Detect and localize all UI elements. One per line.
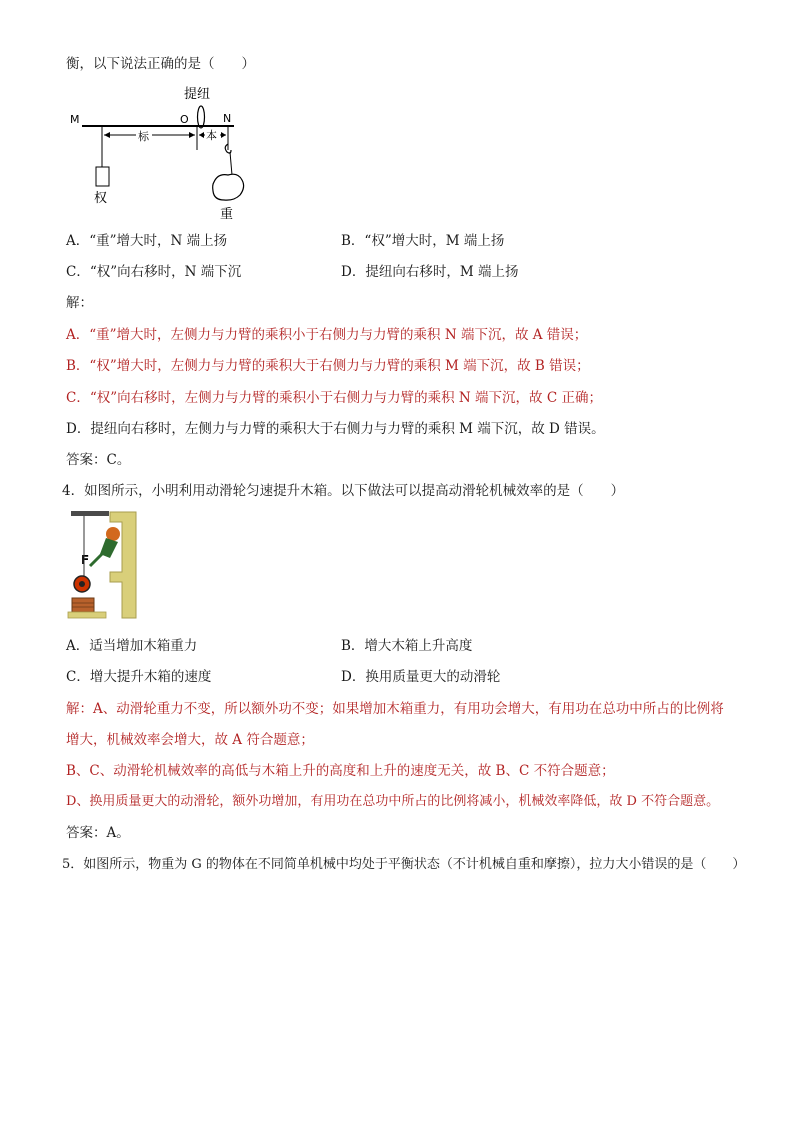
q3-solution-line: A．“重”增大时，左侧力与力臂的乘积小于右侧力与力臂的乘积 N 端下沉，故 A 错误； xyxy=(66,327,588,343)
counterweight xyxy=(96,167,109,186)
label-N: N xyxy=(223,112,232,125)
label-biao: 标 xyxy=(138,130,149,143)
q4-option-d: D．换用质量更大的动滑轮 xyxy=(341,669,501,685)
q4-stem: 4．如图所示，小明利用动滑轮匀速提升木箱。以下做法可以提高动滑轮机械效率的是（ ） xyxy=(62,483,625,499)
q3-option-b: B．“权”增大时，M 端上扬 xyxy=(341,233,505,249)
q4-option-a: A．适当增加木箱重力 xyxy=(66,638,198,654)
label-M: M xyxy=(70,113,80,126)
steelyard-diagram xyxy=(62,82,262,224)
label-O: O xyxy=(180,113,189,126)
q3-solution-line: C．“权”向右移时，左侧力与力臂的乘积小于右侧力与力臂的乘积 N 端下沉，故 C 正确； xyxy=(66,390,602,406)
pulley-diagram xyxy=(66,508,140,620)
q4-option-b: B．增大木箱上升高度 xyxy=(341,638,473,654)
label-tinuu: 提纽 xyxy=(184,87,211,102)
label-quan: 权 xyxy=(94,191,108,206)
q3-option-c: C．“权”向右移时，N 端下沉 xyxy=(66,264,242,280)
q4-solution-line: 增大，机械效率会增大，故 A 符合题意； xyxy=(66,732,314,748)
q3-solution-line: B．“权”增大时，左侧力与力臂的乘积大于右侧力与力臂的乘积 M 端下沉，故 B 错误； xyxy=(66,358,590,374)
ground-slab xyxy=(68,612,106,618)
q5-stem: 5．如图所示，物重为 G 的物体在不同简单机械中均处于平衡状态（不计机械自重和摩擦），拉力大小错误的是（ ） xyxy=(62,857,746,872)
q3-answer: 答案：C。 xyxy=(66,452,131,468)
q4-answer: 答案：A。 xyxy=(66,825,130,841)
q3-option-d: D．提纽向右移时，M 端上扬 xyxy=(341,264,519,280)
wooden-crate xyxy=(72,598,94,612)
load-object xyxy=(213,174,244,200)
label-ben: 本 xyxy=(206,129,217,142)
q4-solution-line: D、换用质量更大的动滑轮，额外功增加，有用功在总功中所占的比例将减小，机械效率降低，故 D 不符合题意。 xyxy=(66,794,720,809)
q3-option-a: A．“重”增大时，N 端上扬 xyxy=(66,233,228,249)
label-F: F xyxy=(81,553,90,567)
q3-stem-tail: 衡，以下说法正确的是（ ） xyxy=(66,56,255,72)
q4-option-c: C．增大提升木箱的速度 xyxy=(66,669,212,685)
lifting-cord xyxy=(198,106,205,128)
q3-solution-line: D．提纽向右移时，左侧力与力臂的乘积大于右侧力与力臂的乘积 M 端下沉，故 D 错误。 xyxy=(66,421,605,437)
ceiling-bar xyxy=(71,511,109,516)
q4-solution-line: B、C、动滑轮机械效率的高低与木箱上升的高度和上升的速度无关，故 B、C 不符合题意； xyxy=(66,763,615,779)
q4-solution-line: 解：A、动滑轮重力不变，所以额外功不变；如果增加木箱重力，有用功会增大，有用功在总功中所占的比例将 xyxy=(66,701,724,717)
label-zhong: 重 xyxy=(220,207,234,222)
q3-solution-label: 解： xyxy=(66,295,93,311)
